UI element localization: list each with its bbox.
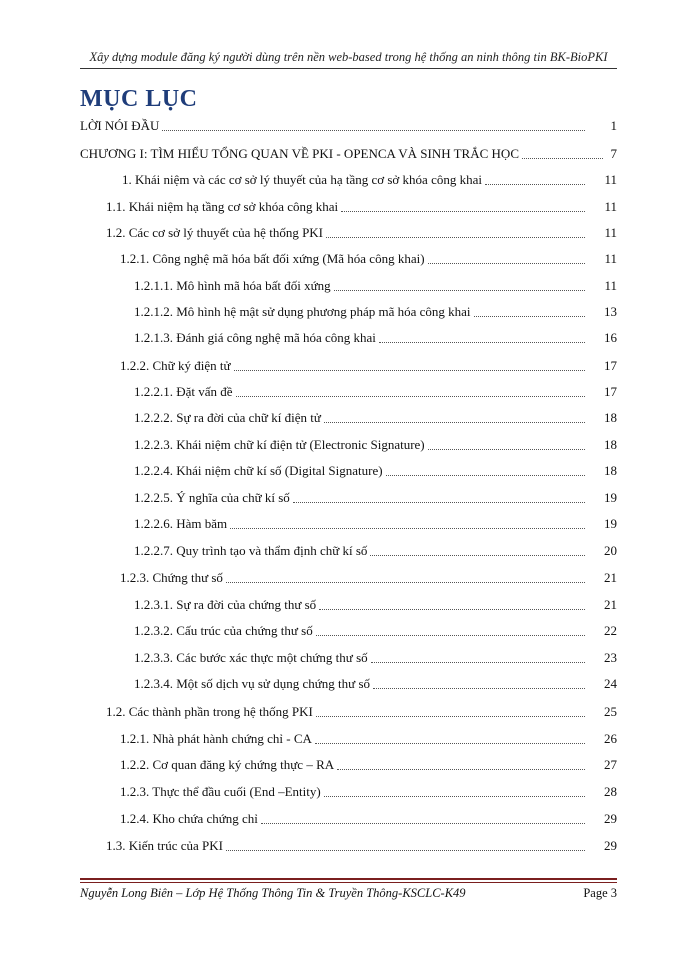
toc-entry[interactable] [106,199,617,215]
toc-leader [379,342,585,343]
toc-leader [334,290,585,291]
toc-leader [428,449,585,450]
toc-leader [234,370,585,371]
toc-entry-page: 11 [604,199,617,214]
header-rule [80,68,617,69]
toc-entry[interactable] [80,118,617,134]
toc-entry-page: 29 [604,838,617,853]
toc-entry[interactable] [134,650,617,666]
toc-entry[interactable] [134,490,617,506]
toc-entry-label: 1.2.2. Cơ quan đăng ký chứng thực – RA [120,757,335,772]
toc-leader [485,184,585,185]
toc-entry-label: 1.2.4. Kho chứa chứng chỉ [120,811,258,826]
toc-entry-label: 1.2.2.5. Ý nghĩa của chữ kí số [134,490,290,505]
toc-entry[interactable] [134,437,617,453]
toc-entry-label: 1.1. Khái niệm hạ tầng cơ sở khóa công khai [106,199,339,214]
footer-rule [80,882,617,883]
toc-entry-page: 22 [604,623,617,638]
toc-entry-label: 1.2.1. Công nghệ mã hóa bất đối xứng (Mã hóa công khai) [120,251,425,266]
toc-leader [474,316,585,317]
toc-entry[interactable] [134,384,617,400]
toc-entry[interactable] [134,410,617,426]
toc-entry-page: 23 [604,650,617,665]
toc-entry-page: 11 [604,172,617,187]
toc-entry[interactable] [134,304,617,320]
toc-entry[interactable] [106,704,617,720]
toc-entry-page: 24 [604,676,617,691]
toc-title: MỤC LỤC [80,86,198,112]
toc-entry[interactable] [134,463,617,479]
toc-entry-page: 1 [610,118,617,133]
toc-entry[interactable] [134,543,617,559]
toc-entry[interactable] [120,757,617,773]
toc-entry-label: 1.2.1. Nhà phát hành chứng chỉ - CA [120,731,312,746]
toc-entry-page: 26 [604,731,617,746]
toc-entry-page: 18 [604,410,617,425]
toc-leader [316,635,585,636]
toc-entry-label: LỜI NÓI ĐẦU [80,118,160,133]
toc-entry-page: 11 [604,251,617,266]
toc-entry-page: 19 [604,490,617,505]
toc-entry[interactable] [122,172,617,188]
toc-entry-label: 1.2.1.3. Đánh giá công nghệ mã hóa công khai [134,330,376,345]
toc-entry-label: 1.2.2.3. Khái niệm chữ kí điện tử (Electronic Signature) [134,437,425,452]
toc-leader [324,422,585,423]
toc-entry-page: 21 [604,597,617,612]
toc-entry-label: 1.2.2.7. Quy trình tạo và thẩm định chữ kí số [134,543,368,558]
toc-entry[interactable] [106,225,617,241]
toc-entry[interactable] [134,597,617,613]
toc-entry[interactable] [120,811,617,827]
toc-leader [371,662,585,663]
toc-entry-label: 1.2.3.3. Các bước xác thực một chứng thư số [134,650,368,665]
toc-entry-page: 7 [610,146,617,161]
toc-entry[interactable] [134,330,617,346]
toc-entry-label: 1.2.2.2. Sự ra đời của chữ kí điện tử [134,410,321,425]
toc-entry-page: 16 [604,330,617,345]
toc-leader [370,555,585,556]
toc-entry-page: 19 [604,516,617,531]
toc-entry[interactable] [120,570,617,586]
toc-entry-page: 11 [604,278,617,293]
toc-entry-label: 1.2.3. Thực thể đầu cuối (End –Entity) [120,784,321,799]
toc-leader [341,211,585,212]
toc-entry-label: 1.2. Các cơ sở lý thuyết của hệ thống PKI [106,225,324,240]
toc-entry-label: 1. Khái niệm và các cơ sở lý thuyết của hạ tầng cơ sở khóa công khai [122,172,482,187]
toc-entry[interactable] [120,784,617,800]
toc-entry-page: 25 [604,704,617,719]
toc-entry-label: 1.2.1.2. Mô hình hệ mật sử dụng phương pháp mã hóa công khai [134,304,471,319]
toc-entry-label: 1.2.3. Chứng thư số [120,570,223,585]
toc-entry-label: 1.2.2. Chữ ký điện tử [120,358,231,373]
toc-leader [162,130,585,131]
toc-leader [386,475,585,476]
toc-entry-label: 1.2.1.1. Mô hình mã hóa bất đối xứng [134,278,331,293]
toc-entry[interactable] [80,146,617,162]
toc-leader [428,263,585,264]
toc-entry-page: 18 [604,437,617,452]
toc-entry-label: 1.2.3.2. Cấu trúc của chứng thư số [134,623,313,638]
toc-entry-page: 17 [604,384,617,399]
toc-entry-label: 1.3. Kiến trúc của PKI [106,838,223,853]
toc-entry[interactable] [134,278,617,294]
toc-entry-page: 27 [604,757,617,772]
toc-entry-page: 13 [604,304,617,319]
footer-author: Nguyễn Long Biên – Lớp Hệ Thống Thông Tin & Truyền Thông-KSCLC-K49 [80,886,466,900]
toc-entry-label: 1.2.2.1. Đặt vấn đề [134,384,233,399]
toc-leader [337,769,585,770]
toc-entry[interactable] [106,838,617,854]
toc-leader [226,850,585,851]
toc-leader [315,743,585,744]
toc-entry[interactable] [120,251,617,267]
toc-leader [326,237,585,238]
toc-entry[interactable] [120,358,617,374]
toc-leader [522,158,603,159]
toc-leader [236,396,585,397]
toc-entry-label: 1.2.2.4. Khái niệm chữ kí số (Digital Signature) [134,463,383,478]
toc-leader [261,823,585,824]
toc-entry-label: 1.2. Các thành phần trong hệ thống PKI [106,704,313,719]
toc-entry[interactable] [134,516,617,532]
toc-leader [230,528,585,529]
running-header: Xây dựng module đăng ký người dùng trên nền web-based trong hệ thống an ninh thông tin BK-BioPKI [89,50,608,64]
toc-leader [373,688,585,689]
toc-entry-page: 28 [604,784,617,799]
toc-leader [319,609,585,610]
toc-entry-page: 21 [604,570,617,585]
toc-entry-page: 18 [604,463,617,478]
toc-entry-label: 1.2.2.6. Hàm băm [134,516,228,531]
toc-entry-page: 11 [604,225,617,240]
toc-entry[interactable] [134,676,617,692]
toc-entry-page: 29 [604,811,617,826]
toc-leader [293,502,585,503]
footer-rule [80,878,617,880]
toc-entry-page: 17 [604,358,617,373]
toc-leader [316,716,585,717]
toc-entry-label: CHƯƠNG I: TÌM HIỂU TỔNG QUAN VỀ PKI - OPENCA VÀ SINH TRẮC HỌC [80,146,519,161]
toc-leader [226,582,585,583]
page-number: Page 3 [583,886,617,900]
toc-leader [324,796,585,797]
toc-entry[interactable] [134,623,617,639]
toc-entry-page: 20 [604,543,617,558]
toc-entry-label: 1.2.3.4. Một số dịch vụ sử dụng chứng thư số [134,676,370,691]
toc-entry-label: 1.2.3.1. Sự ra đời của chứng thư số [134,597,317,612]
toc-entry[interactable] [120,731,617,747]
